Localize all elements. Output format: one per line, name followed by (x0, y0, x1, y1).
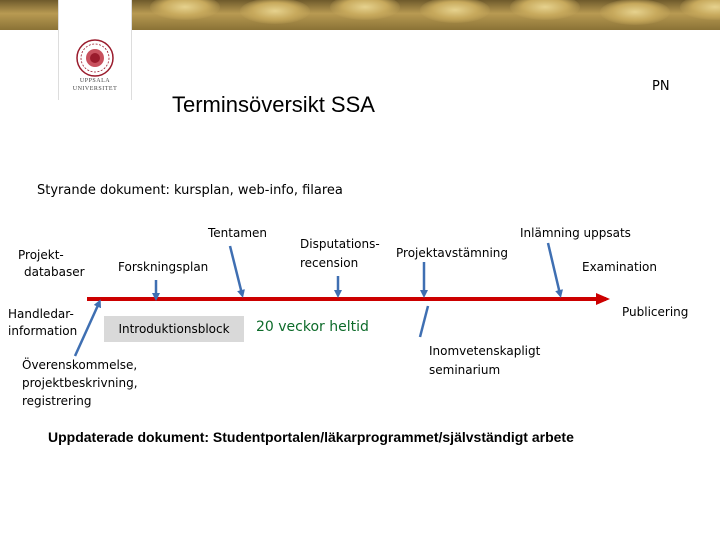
page-title: Terminsöversikt SSA (172, 92, 375, 117)
project-db-label-2: databaser (24, 265, 85, 279)
agreement-label-2: projektbeskrivning, (22, 376, 138, 390)
forskningsplan-label: Forskningsplan (118, 260, 209, 274)
agreement-label-3: registrering (22, 394, 92, 408)
agreement-arrow (75, 303, 99, 356)
introduction-block: Introduktionsblock (104, 316, 244, 342)
seminar-label-1: Inomvetenskapligt (429, 344, 541, 358)
governing-documents: Styrande dokument: kursplan, web-info, filarea (37, 183, 343, 198)
updated-documents: Uppdaterade dokument: Studentportalen/läkarprogrammet/självständigt arbete (48, 429, 574, 445)
supervisor-info-label-1: Handledar- (8, 307, 74, 321)
pn-label: PN (652, 79, 670, 94)
supervisor-info-label-2: information (8, 324, 78, 338)
disputation-label-1: Disputations- (300, 237, 380, 251)
projektavstamning-label: Projektavstämning (396, 246, 509, 260)
disputation-label-2: recension (300, 256, 359, 270)
publicering-label: Publicering (622, 305, 689, 319)
weeks-label: 20 veckor heltid (256, 319, 369, 335)
logo-line-1: UPPSALA (79, 78, 111, 84)
logo-line-2: UNIVERSITET (72, 86, 118, 92)
examination-label: Examination (582, 260, 658, 274)
inlamning-label: Inlämning uppsats (520, 226, 631, 240)
inlamning-arrow (548, 243, 560, 294)
seminar-label-2: seminarium (429, 363, 501, 377)
seminar-arrow (420, 306, 428, 337)
agreement-label-1: Överenskommelse, (22, 358, 138, 372)
tentamen-label: Tentamen (208, 226, 268, 240)
project-db-label-1: Projekt- (18, 248, 64, 262)
tentamen-arrow (230, 246, 242, 294)
